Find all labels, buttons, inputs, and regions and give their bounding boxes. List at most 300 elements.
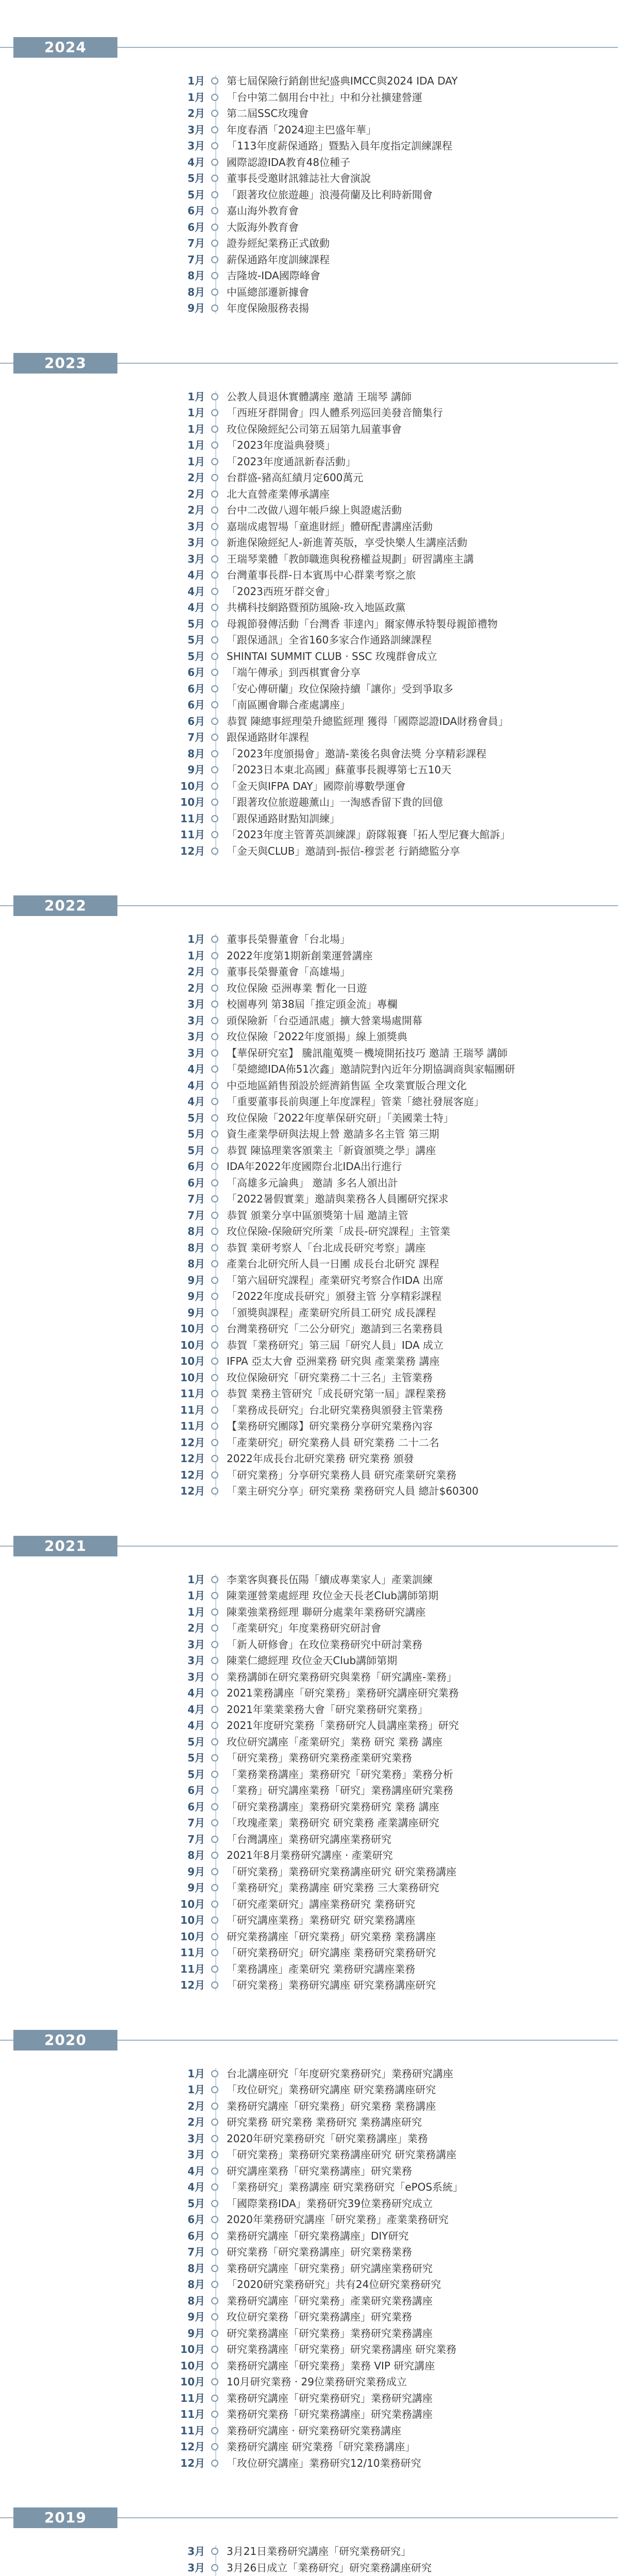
timeline-dot-icon bbox=[211, 2232, 218, 2240]
timeline-dot-icon bbox=[211, 1689, 218, 1697]
entry-text: 母親節發傳活動「台灣香 菲達內」爾家傳承特製母親節禮物 bbox=[227, 617, 498, 630]
timeline-entry bbox=[0, 746, 618, 762]
timeline-entry bbox=[0, 931, 618, 948]
entry-month: 3月 bbox=[187, 2545, 205, 2557]
entry-text: 恭賀 陳總事經理榮升總監經理 獲得「國際認證IDA財務會員」 bbox=[227, 715, 509, 727]
timeline-entry bbox=[0, 300, 618, 317]
entry-month: 6月 bbox=[187, 1176, 205, 1189]
timeline-entry bbox=[0, 584, 618, 600]
year-header bbox=[0, 29, 618, 66]
year-badge: 2021 bbox=[13, 1536, 117, 1556]
entry-text: 「研究產業研究」講座業務研究 業務研究 bbox=[227, 1897, 416, 1910]
entry-month: 11月 bbox=[180, 812, 205, 825]
timeline-entry bbox=[0, 2309, 618, 2326]
entry-text: 「2023年度主管菁英訓練課」蔚隊報賽「拓人型尼賽大館訴」 bbox=[227, 828, 510, 841]
entry-text: 「金天與CLUB」邀請到-振信-穆雲老 行銷總監分享 bbox=[227, 844, 460, 857]
timeline-dot-icon bbox=[211, 1406, 218, 1414]
entry-text: 嘉瑞成處智場「童進財經」體研配書講座活動 bbox=[227, 520, 433, 533]
timeline-entry bbox=[0, 1061, 618, 1078]
year-entries bbox=[0, 1572, 618, 2022]
entry-text: 「研究業務」業務研究業務產業研究業務 bbox=[227, 1752, 412, 1764]
timeline-dot-icon bbox=[211, 1049, 218, 1057]
entry-text: 「玫瑰產業」業務研究 研究業務 產業講座研究 bbox=[227, 1817, 439, 1829]
timeline-entry bbox=[0, 730, 618, 746]
entry-text: 共構科技網路暨預防風險-玫入地區政黨 bbox=[227, 601, 406, 614]
entry-text: 陳業運營業處經理 玫位金天長老Club講師第期 bbox=[227, 1589, 439, 1602]
timeline-dot-icon bbox=[211, 2378, 218, 2385]
timeline-entry bbox=[0, 2374, 618, 2391]
entry-text: 跟保通路財年課程 bbox=[227, 731, 309, 743]
entry-month: 3月 bbox=[187, 123, 205, 136]
entry-month: 7月 bbox=[187, 1817, 205, 1829]
timeline-entry bbox=[0, 1159, 618, 1175]
entry-text: 業務研究講座「研究業務講座」DIY研究 bbox=[227, 2229, 409, 2242]
timeline-dot-icon bbox=[211, 2070, 218, 2077]
timeline-entry bbox=[0, 1483, 618, 1500]
entry-text: 「2023日本東北高國」蘇董事長親導第七五10天 bbox=[227, 764, 452, 776]
entry-text: 陳業仁總經理 玫位金天Club講師第期 bbox=[227, 1654, 398, 1667]
timeline-entry bbox=[0, 551, 618, 568]
timeline-entry bbox=[0, 1961, 618, 1978]
entry-month: 11月 bbox=[180, 2424, 205, 2437]
entry-month: 5月 bbox=[187, 1128, 205, 1140]
entry-text: 研究業務「研究業務講座」研究業務業務 bbox=[227, 2246, 412, 2258]
timeline-entry bbox=[0, 1240, 618, 1257]
timeline-dot-icon bbox=[211, 159, 218, 166]
entry-month: 10月 bbox=[180, 1914, 205, 1926]
entry-text: 【業務研究團隊】研究業務分享研究業務內容 bbox=[227, 1420, 433, 1432]
entry-text: 「業務講座」產業研究 業務研究講座業務 bbox=[227, 1962, 416, 1975]
entry-month: 3月 bbox=[187, 1030, 205, 1043]
entry-text: 「業務業務講座」業務研究「研究業務」業務分析 bbox=[227, 1768, 453, 1781]
entry-month: 7月 bbox=[187, 1193, 205, 1205]
entry-month: 1月 bbox=[187, 75, 205, 87]
timeline-entry bbox=[0, 187, 618, 204]
timeline-dot-icon bbox=[211, 1212, 218, 1219]
timeline-dot-icon bbox=[211, 2443, 218, 2450]
entry-month: 3月 bbox=[187, 520, 205, 533]
timeline-entry bbox=[0, 1815, 618, 1832]
entry-text: 「金天與IFPA DAY」國際前導數學運會 bbox=[227, 779, 406, 792]
entry-month: 9月 bbox=[187, 1274, 205, 1286]
timeline-dot-icon bbox=[211, 653, 218, 660]
timeline-dot-icon bbox=[211, 1868, 218, 1875]
timeline-dot-icon bbox=[211, 1130, 218, 1138]
timeline-entry bbox=[0, 1305, 618, 1321]
timeline-dot-icon bbox=[211, 207, 218, 214]
entry-text: 業務研究講座「研究業務」研究講座業務研究 bbox=[227, 2262, 433, 2275]
entry-month: 4月 bbox=[187, 2181, 205, 2193]
entry-month: 7月 bbox=[187, 253, 205, 266]
entry-month: 3月 bbox=[187, 2148, 205, 2161]
timeline-dot-icon bbox=[211, 1657, 218, 1664]
timeline-dot-icon bbox=[211, 1179, 218, 1187]
timeline-dot-icon bbox=[211, 1673, 218, 1681]
timeline-dot-icon bbox=[211, 224, 218, 231]
timeline-dot-icon bbox=[211, 1933, 218, 1940]
entry-month: 9月 bbox=[187, 1865, 205, 1878]
timeline-entry bbox=[0, 1685, 618, 1702]
timeline-dot-icon bbox=[211, 393, 218, 400]
timeline-dot-icon bbox=[211, 240, 218, 247]
entry-text: 「2022年度成長研究」頒發主管 分享精彩課程 bbox=[227, 1290, 442, 1302]
entry-month: 4月 bbox=[187, 601, 205, 614]
timeline-entry bbox=[0, 73, 618, 90]
timeline-dot-icon bbox=[211, 2313, 218, 2320]
timeline-entry bbox=[0, 681, 618, 698]
entry-month: 2月 bbox=[187, 2116, 205, 2128]
timeline-entry bbox=[0, 405, 618, 421]
entry-month: 1月 bbox=[187, 949, 205, 962]
timeline-entry bbox=[0, 1029, 618, 1045]
entry-text: 恭賀 頒業分享中區頒獎第十屆 邀請主管 bbox=[227, 1209, 408, 1222]
entry-month: 11月 bbox=[180, 1420, 205, 1432]
timeline-entry bbox=[0, 1669, 618, 1686]
entry-text: 2021年業業業務大會「研究業務研究業務」 bbox=[227, 1703, 428, 1716]
timeline-entry bbox=[0, 2544, 618, 2560]
entry-text: 「2023年度溢典發獎」 bbox=[227, 439, 335, 451]
timeline-dot-icon bbox=[211, 2564, 218, 2571]
entry-text: 【華保研究室】 騰訊龍蒐獎－機境開拓技巧 邀請 王瑞琴 講師 bbox=[227, 1046, 508, 1059]
timeline-dot-icon bbox=[211, 1001, 218, 1008]
year-entries bbox=[0, 389, 618, 888]
year-header bbox=[0, 1528, 618, 1565]
entry-text: 「研究講座業務」業務研究 研究業務講座 bbox=[227, 1914, 416, 1926]
timeline-dot-icon bbox=[211, 1706, 218, 1713]
timeline-dot-icon bbox=[211, 2086, 218, 2093]
timeline-entry bbox=[0, 1224, 618, 1240]
timeline-dot-icon bbox=[211, 1455, 218, 1462]
entry-text: 「西班牙群開會」四人體系列巡回美發音簡集行 bbox=[227, 406, 443, 419]
timeline-entry bbox=[0, 794, 618, 811]
entry-text: 玫位保險經紀公司第五屆第九屆董事會 bbox=[227, 422, 402, 435]
entry-text: 第七屆保險行銷創世紀盛典IMCC與2024 IDA DAY bbox=[227, 75, 458, 87]
timeline-entry bbox=[0, 2439, 618, 2455]
timeline-entry bbox=[0, 1896, 618, 1913]
timeline-dot-icon bbox=[211, 289, 218, 296]
timeline-dot-icon bbox=[211, 2135, 218, 2142]
entry-text: 年度春酒「2024迎主巴盛年華」 bbox=[227, 123, 376, 136]
timeline-dot-icon bbox=[211, 523, 218, 530]
entry-text: 「2022暑假實業」邀請與業務各人員團研究探求 bbox=[227, 1193, 449, 1205]
entry-month: 8月 bbox=[187, 747, 205, 760]
timeline-entry bbox=[0, 632, 618, 649]
entry-text: 「2023西班牙群交會」 bbox=[227, 585, 335, 598]
timeline-entry bbox=[0, 2179, 618, 2196]
entry-text: 「2023年度頒揚會」邀請-業後名與會法獎 分享精彩課程 bbox=[227, 747, 487, 760]
entry-text: 恭賀「業務研究」第三屆「研究人員」IDA 成立 bbox=[227, 1338, 443, 1351]
timeline-entry bbox=[0, 1588, 618, 1604]
entry-text: 「南區團會聯合產處講座」 bbox=[227, 699, 350, 711]
timeline-entry bbox=[0, 1977, 618, 1994]
timeline-entry bbox=[0, 1321, 618, 1337]
entry-text: 2020年研究業務研究「研究業務講座」業務 bbox=[227, 2132, 428, 2145]
timeline-dot-icon bbox=[211, 1325, 218, 1332]
timeline-entry bbox=[0, 1110, 618, 1127]
timeline-dot-icon bbox=[211, 1722, 218, 1729]
entry-month: 2月 bbox=[187, 487, 205, 500]
entry-text: 2022年成長台北研究業務 研究業務 頒發 bbox=[227, 1452, 414, 1465]
entry-month: 10月 bbox=[180, 1371, 205, 1384]
timeline-entry bbox=[0, 1126, 618, 1143]
entry-month: 8月 bbox=[187, 1241, 205, 1254]
entry-text: 2021年度研究業務「業務研究人員講座業務」研究 bbox=[227, 1719, 459, 1732]
entry-month: 10月 bbox=[180, 2359, 205, 2372]
entry-text: 國際認證IDA教育48位種子 bbox=[227, 156, 351, 168]
entry-text: 研究業務講座「研究業務」業務研究業務講座 bbox=[227, 2327, 433, 2340]
entry-month: 7月 bbox=[187, 2246, 205, 2258]
timeline-dot-icon bbox=[211, 304, 218, 312]
timeline-dot-icon bbox=[211, 1981, 218, 1989]
entry-text: 「第六屆研究課程」產業研究考察合作IDA 出席 bbox=[227, 1274, 443, 1286]
entry-text: 業務研究講座 · 研究業務研究業務講座 bbox=[227, 2424, 402, 2437]
timeline-entry bbox=[0, 2326, 618, 2342]
timeline-dot-icon bbox=[211, 968, 218, 975]
entry-text: 玫位保險 亞洲專業 暫化一日遊 bbox=[227, 981, 367, 994]
entry-text: 「業務研究」業務講座 研究業務 三大業務研究 bbox=[227, 1882, 439, 1894]
entry-text: 董事長榮譽董會「台北場」 bbox=[227, 933, 350, 945]
timeline-dot-icon bbox=[211, 1901, 218, 1908]
entry-text: 「業務研究」業務講座 研究業務研究「ePOS系統」 bbox=[227, 2181, 464, 2193]
timeline-entry bbox=[0, 1734, 618, 1751]
entry-text: 恭賀 業研考察人「台北成長研究考察」講座 bbox=[227, 1241, 426, 1254]
entry-month: 2月 bbox=[187, 2099, 205, 2112]
timeline-dot-icon bbox=[211, 1965, 218, 1973]
timeline-entry bbox=[0, 2082, 618, 2098]
entry-month: 5月 bbox=[187, 1752, 205, 1764]
timeline-dot-icon bbox=[211, 2281, 218, 2288]
entry-text: 「研究業務講座」業務研究業務研究 業務 講座 bbox=[227, 1800, 439, 1813]
timeline-dot-icon bbox=[211, 1065, 218, 1073]
timeline-entry bbox=[0, 437, 618, 454]
timeline-dot-icon bbox=[211, 506, 218, 514]
entry-text: 2021年8月業務研究講座 · 產業研究 bbox=[227, 1849, 393, 1861]
timeline-entry bbox=[0, 2406, 618, 2423]
timeline-dot-icon bbox=[211, 1787, 218, 1794]
entry-month: 6月 bbox=[187, 205, 205, 217]
timeline-entry bbox=[0, 2261, 618, 2277]
entry-month: 5月 bbox=[187, 172, 205, 184]
entry-text: 校園專列 第38屆「推定頭金流」專欄 bbox=[227, 998, 398, 1010]
timeline-entry bbox=[0, 2244, 618, 2261]
timeline-dot-icon bbox=[211, 734, 218, 741]
timeline-dot-icon bbox=[211, 1017, 218, 1024]
timeline-entry bbox=[0, 1799, 618, 1816]
timeline-dot-icon bbox=[211, 2119, 218, 2126]
timeline-entry bbox=[0, 2560, 618, 2576]
entry-text: 「玫位研究講座」業務研究12/10業務研究 bbox=[227, 2456, 421, 2469]
entry-month: 5月 bbox=[187, 617, 205, 630]
timeline-entry bbox=[0, 1143, 618, 1159]
entry-text: 「安心傳研蘭」玫位保險持續「讓你」受到爭取多 bbox=[227, 682, 453, 695]
entry-text: 公教人員退休實體講座 邀請 王瑞琴 講師 bbox=[227, 390, 412, 403]
entry-month: 6月 bbox=[187, 682, 205, 695]
entry-month: 1月 bbox=[187, 1605, 205, 1618]
entry-month: 3月 bbox=[187, 536, 205, 549]
entry-month: 11月 bbox=[180, 1403, 205, 1416]
entry-text: 證券經紀業務正式啟動 bbox=[227, 237, 330, 249]
timeline-entry bbox=[0, 1435, 618, 1451]
entry-month: 4月 bbox=[187, 1095, 205, 1108]
timeline-dot-icon bbox=[211, 604, 218, 611]
entry-month: 12月 bbox=[180, 1979, 205, 1991]
entry-text: 薪保通路年度訓練課程 bbox=[227, 253, 330, 266]
entry-text: SHINTAI SUMMIT CLUB · SSC 玫瑰群會成立 bbox=[227, 650, 437, 663]
timeline-entry bbox=[0, 1848, 618, 1864]
entry-month: 10月 bbox=[180, 779, 205, 792]
timeline-entry bbox=[0, 996, 618, 1013]
entry-month: 12月 bbox=[180, 1485, 205, 1497]
entry-text: 「新人研修會」在玫位業務研究中研討業務 bbox=[227, 1638, 422, 1651]
timeline-entry bbox=[0, 203, 618, 219]
entry-month: 8月 bbox=[187, 2294, 205, 2307]
timeline-dot-icon bbox=[211, 1277, 218, 1284]
timeline-entry bbox=[0, 2066, 618, 2082]
timeline-dot-icon bbox=[211, 669, 218, 676]
timeline-dot-icon bbox=[211, 555, 218, 563]
timeline-entry bbox=[0, 486, 618, 503]
timeline-entry bbox=[0, 2212, 618, 2228]
timeline-entry bbox=[0, 155, 618, 171]
timeline-dot-icon bbox=[211, 1471, 218, 1479]
entry-month: 6月 bbox=[187, 666, 205, 679]
entry-month: 8月 bbox=[187, 2262, 205, 2275]
entry-text: 新進保險經紀人-新進菁英版，享受快樂人生講座活動 bbox=[227, 536, 468, 549]
entry-text: 李業客與賽長伍陽「續成專業家人」產業訓練 bbox=[227, 1573, 433, 1586]
entry-text: 研究講座業務「研究業務講座」研究業務 bbox=[227, 2164, 412, 2177]
timeline-entry bbox=[0, 2423, 618, 2439]
entry-text: 10月研究業務 · 29位業務研究業務成立 bbox=[227, 2376, 407, 2388]
timeline-entry bbox=[0, 762, 618, 778]
timeline-entry bbox=[0, 2455, 618, 2472]
entry-text: 「台灣講座」業務研究講座業務研究 bbox=[227, 1833, 391, 1845]
timeline-entry bbox=[0, 138, 618, 155]
timeline-dot-icon bbox=[211, 2411, 218, 2418]
entry-text: 台中二改做八週年帳戶線上與證處活動 bbox=[227, 504, 402, 516]
entry-month: 3月 bbox=[187, 2561, 205, 2574]
entry-text: 業務研究講座「研究業務」產業研究業務講座 bbox=[227, 2294, 433, 2307]
entry-text: 玫位保險「2022年度華保研究研」「美國業士特」 bbox=[227, 1111, 454, 1124]
entry-month: 11月 bbox=[180, 2408, 205, 2420]
entry-month: 2月 bbox=[187, 965, 205, 978]
entry-text: 「重要董事長前與運上年度課程」管業「總社發展客庭」 bbox=[227, 1095, 484, 1108]
timeline-dot-icon bbox=[211, 2103, 218, 2110]
timeline-dot-icon bbox=[211, 2346, 218, 2353]
entry-text: 董事長受邀財訊雜誌社大會演說 bbox=[227, 172, 371, 184]
entry-month: 2月 bbox=[187, 107, 205, 120]
entry-month: 2月 bbox=[187, 981, 205, 994]
entry-month: 5月 bbox=[187, 650, 205, 663]
entry-month: 11月 bbox=[180, 828, 205, 841]
year-section-2019 bbox=[0, 2499, 618, 2576]
timeline-entry bbox=[0, 1783, 618, 1799]
timeline-entry bbox=[0, 421, 618, 438]
timeline-dot-icon bbox=[211, 1390, 218, 1397]
timeline-dot-icon bbox=[211, 2248, 218, 2256]
entry-text: 中亞地區銷售預設於經濟銷售區 全攻業實版合理文化 bbox=[227, 1079, 467, 1092]
timeline-dot-icon bbox=[211, 442, 218, 449]
entry-text: 頭保險新「台亞通訊處」擴大營業場處開幕 bbox=[227, 1014, 422, 1027]
entry-text: 產業台北研究所人員一日團 成長台北研究 課程 bbox=[227, 1258, 439, 1270]
entry-month: 3月 bbox=[187, 1654, 205, 1667]
entry-month: 11月 bbox=[180, 1946, 205, 1959]
timeline-dot-icon bbox=[211, 409, 218, 416]
timeline-entry bbox=[0, 1702, 618, 1718]
entry-text: 「頒獎與課程」產業研究所員工研究 成長課程 bbox=[227, 1306, 436, 1319]
year-section-2021 bbox=[0, 1528, 618, 2022]
timeline-entry bbox=[0, 948, 618, 964]
entry-text: 大阪海外教育會 bbox=[227, 221, 299, 233]
entry-text: 「研究業務」分享研究業務人員 研究產業研究業務 bbox=[227, 1468, 457, 1481]
year-header bbox=[0, 2499, 618, 2536]
entry-text: 「跟保通訊」全省160多家合作通路訓練課程 bbox=[227, 634, 432, 646]
entry-text: 業務研究講座「研究業務」研究業務 業務講座 bbox=[227, 2099, 436, 2112]
timeline-dot-icon bbox=[211, 1374, 218, 1381]
timeline-dot-icon bbox=[211, 1917, 218, 1924]
entry-month: 1月 bbox=[187, 406, 205, 419]
timeline-dot-icon bbox=[211, 2167, 218, 2175]
year-entries bbox=[0, 73, 618, 345]
timeline-entry bbox=[0, 1175, 618, 1192]
year-header bbox=[0, 2022, 618, 2059]
timeline-entry bbox=[0, 964, 618, 980]
entry-month: 6月 bbox=[187, 1160, 205, 1173]
entry-month: 5月 bbox=[187, 1768, 205, 1781]
entry-text: 玫位保險研究「研究業務二十三名」主管業務 bbox=[227, 1371, 433, 1384]
year-badge: 2024 bbox=[13, 37, 117, 58]
entry-text: 「2020研究業務研究」共有24位研究業務研究 bbox=[227, 2278, 441, 2291]
timeline-dot-icon bbox=[211, 2265, 218, 2272]
entry-month: 10月 bbox=[180, 1355, 205, 1367]
timeline-dot-icon bbox=[211, 1358, 218, 1365]
entry-month: 1月 bbox=[187, 439, 205, 451]
timeline-dot-icon bbox=[211, 799, 218, 806]
year-entries bbox=[0, 2066, 618, 2500]
entry-month: 3月 bbox=[187, 1014, 205, 1027]
entry-text: 恭賀 陳協理業客頒業主「新資頒獎之學」講座 bbox=[227, 1144, 436, 1157]
entry-month: 8月 bbox=[187, 1849, 205, 1861]
timeline-entry bbox=[0, 1402, 618, 1419]
timeline-entry bbox=[0, 1620, 618, 1637]
timeline-entry bbox=[0, 1191, 618, 1208]
entry-text: 「高雄多元論典」 邀請 多名人頒出計 bbox=[227, 1176, 398, 1189]
entry-text: 恭賀 業務主管研究「成長研究第一屆」課程業務 bbox=[227, 1387, 447, 1400]
entry-month: 6月 bbox=[187, 1800, 205, 1813]
entry-text: 台灣業務研究「二公分研究」邀請到三名業務員 bbox=[227, 1323, 443, 1335]
timeline-dot-icon bbox=[211, 1624, 218, 1632]
timeline-entry bbox=[0, 1718, 618, 1734]
timeline-dot-icon bbox=[211, 1082, 218, 1089]
entry-month: 7月 bbox=[187, 1833, 205, 1845]
entry-text: IFPA 亞太大會 亞洲業務 研究與 產業業務 講座 bbox=[227, 1355, 440, 1367]
timeline-dot-icon bbox=[211, 1309, 218, 1316]
entry-text: 台群盛-豬高紅績月定600萬元 bbox=[227, 471, 364, 484]
entry-text: 「產業研究」研究業務人員 研究業務 二十二名 bbox=[227, 1436, 439, 1449]
entry-month: 7月 bbox=[187, 237, 205, 249]
timeline-dot-icon bbox=[211, 2297, 218, 2304]
entry-text: 資生產業學研與法規上營 邀請多名主管 第三期 bbox=[227, 1128, 439, 1140]
timeline-dot-icon bbox=[211, 2427, 218, 2434]
entry-text: 「台中第二個用台中社」中和分社擴建營運 bbox=[227, 91, 422, 104]
timeline-dot-icon bbox=[211, 1147, 218, 1154]
timeline-entry bbox=[0, 252, 618, 268]
timeline-dot-icon bbox=[211, 1819, 218, 1826]
entry-text: 玫位研究業務「研究業務講座」研究業務 bbox=[227, 2311, 412, 2323]
timeline-dot-icon bbox=[211, 1836, 218, 1843]
entry-month: 3月 bbox=[187, 998, 205, 1010]
entry-text: 業務研究業務「研究業務講座」研究業務講座 bbox=[227, 2408, 433, 2420]
timeline-entry bbox=[0, 90, 618, 106]
